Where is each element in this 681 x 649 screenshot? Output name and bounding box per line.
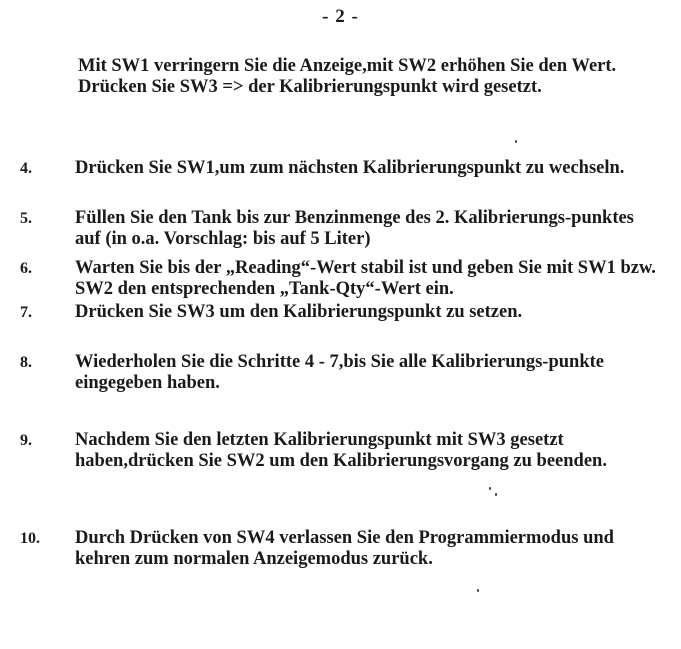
intro-line-2: Drücken Sie SW3 => der Kalibrierungspunkt wird gesetzt.	[78, 77, 542, 97]
scan-speck	[515, 140, 517, 143]
step-text: Nachdem Sie den letzten Kalibrierungspunkt mit SW3 gesetzt haben,drücken Sie SW2 um den Kalibrierungsvorgang zu beenden.	[75, 430, 607, 471]
step-number: 10.	[20, 530, 40, 547]
intro-block	[78, 56, 668, 98]
scan-speck	[495, 493, 497, 496]
step-text: Durch Drücken von SW4 verlassen Sie den Programmiermodus und kehren zum normalen Anzeigemodus zurück.	[75, 528, 614, 569]
step-text: Warten Sie bis der „Reading“-Wert stabil ist und geben Sie mit SW1 bzw. SW2 den entsprechenden „Tank-Qty“-Wert ein.	[75, 258, 656, 299]
step-number: 5.	[20, 210, 32, 227]
step-text: Drücken Sie SW1,um zum nächsten Kalibrierungspunkt zu wechseln.	[75, 158, 625, 178]
page-number: - 2 -	[322, 6, 359, 27]
step-number: 8.	[20, 354, 32, 371]
step-text: Wiederholen Sie die Schritte 4 - 7,bis Sie alle Kalibrierungs-punkte eingegeben haben.	[75, 352, 604, 393]
scan-speck	[477, 589, 479, 592]
step-number: 7.	[20, 304, 32, 321]
intro-line-1: Mit SW1 verringern Sie die Anzeige,mit SW2 erhöhen Sie den Wert.	[78, 56, 617, 76]
step-text: Füllen Sie den Tank bis zur Benzinmenge des 2. Kalibrierungs-punktes auf (in o.a. Vorschlag: bis auf 5 Liter)	[75, 208, 634, 249]
step-number: 4.	[20, 160, 32, 177]
step-text: Drücken Sie SW3 um den Kalibrierungspunkt zu setzen.	[75, 302, 523, 322]
scan-speck	[489, 487, 491, 490]
step-number: 6.	[20, 260, 32, 277]
step-number: 9.	[20, 432, 32, 449]
